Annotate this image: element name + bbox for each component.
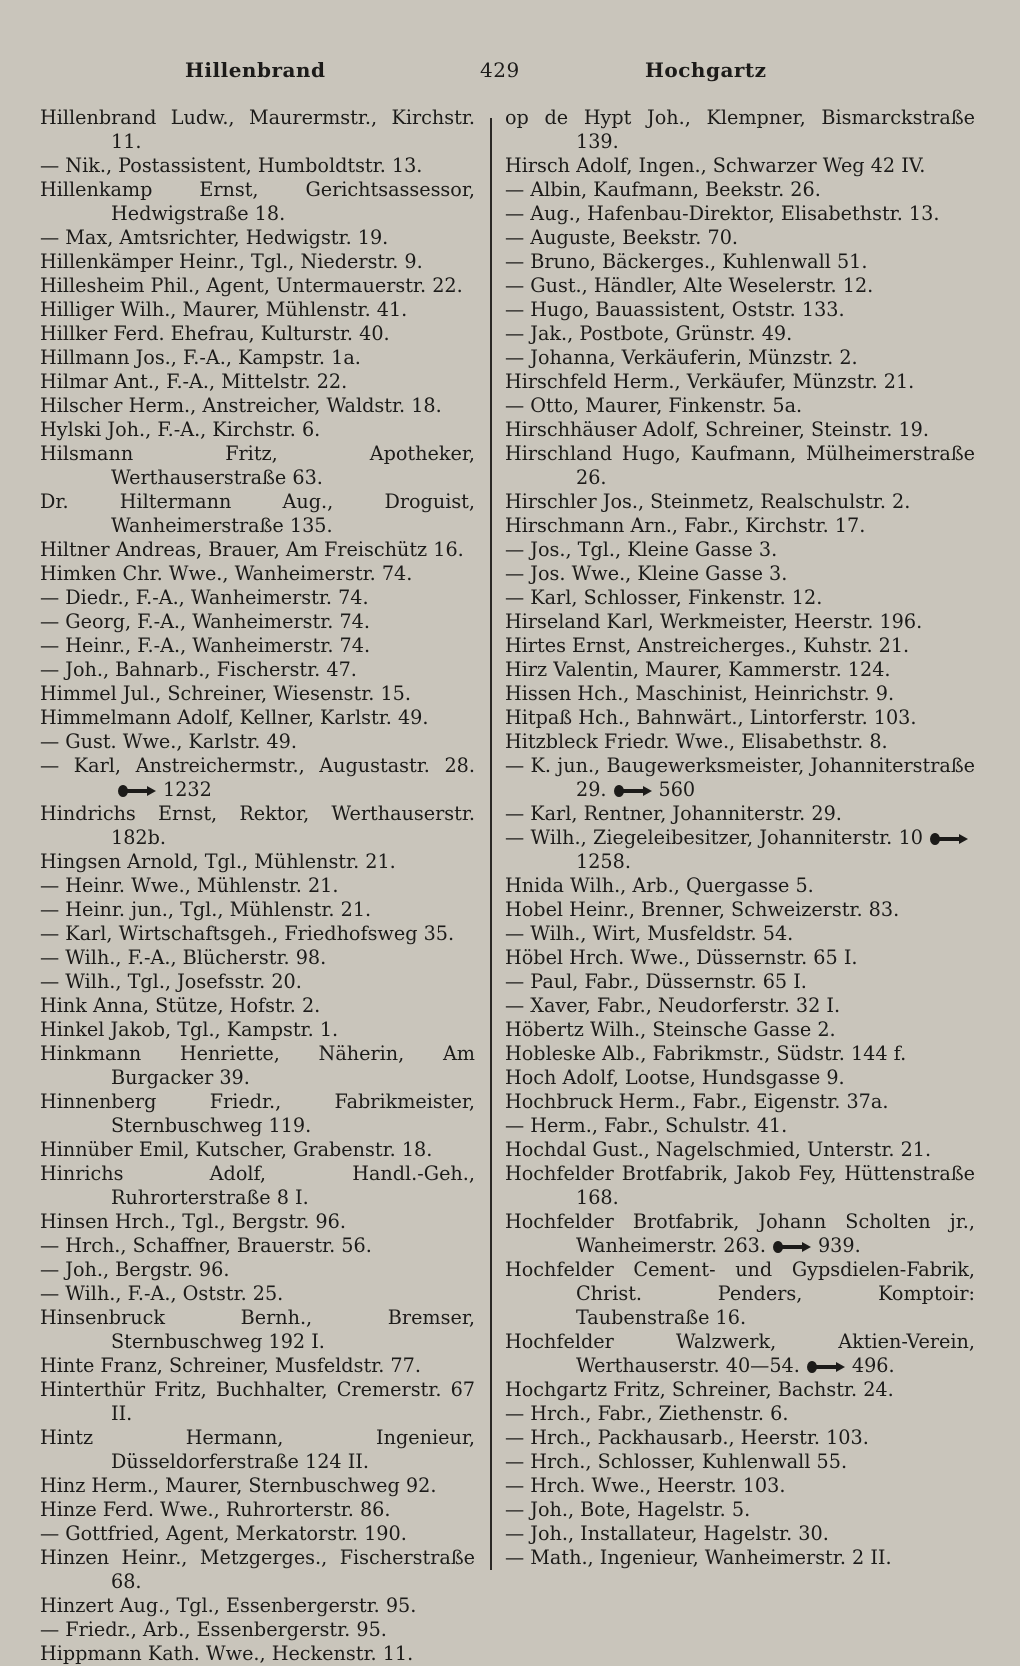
directory-entry xyxy=(40,706,475,730)
directory-entry xyxy=(505,1378,975,1402)
entry-text: Hillmann Jos., F.-A., Kampstr. 1a. xyxy=(40,346,361,369)
directory-entry xyxy=(40,1594,475,1618)
directory-entry xyxy=(40,1306,475,1354)
entry-text: Hirschler Jos., Steinmetz, Realschulstr. 2. xyxy=(505,490,911,513)
directory-entry xyxy=(505,370,975,394)
telephone-icon xyxy=(613,784,653,798)
entry-text: Hink Anna, Stütze, Hofstr. 2. xyxy=(40,994,321,1017)
directory-entry xyxy=(505,106,975,154)
entry-text: — Heinr. Wwe., Mühlenstr. 21. xyxy=(40,874,339,897)
directory-entry xyxy=(505,1330,975,1378)
entry-text: — Joh., Bahnarb., Fischerstr. 47. xyxy=(40,658,357,681)
directory-entry xyxy=(40,1018,475,1042)
directory-entry xyxy=(40,1042,475,1090)
entry-text: — Karl, Wirtschaftsgeh., Friedhofsweg 35. xyxy=(40,922,455,945)
phone-number: 560 xyxy=(658,778,696,801)
entry-text: Hirschmann Arn., Fabr., Kirchstr. 17. xyxy=(505,514,866,537)
entry-text: — Karl, Anstreichermstr., Augustastr. 28. xyxy=(40,754,475,777)
entry-text: Hirseland Karl, Werkmeister, Heerstr. 196. xyxy=(505,610,923,633)
entry-text: — Wilh., Wirt, Musfeldstr. 54. xyxy=(505,922,794,945)
entry-text: Hinzert Aug., Tgl., Essenbergerstr. 95. xyxy=(40,1594,417,1617)
directory-entry xyxy=(40,538,475,562)
directory-entry xyxy=(40,1258,475,1282)
entry-text: — Nik., Postassistent, Humboldtstr. 13. xyxy=(40,154,423,177)
phone-number: 496. xyxy=(851,1354,895,1377)
directory-entry xyxy=(505,1162,975,1210)
entry-text: Hingsen Arnold, Tgl., Mühlenstr. 21. xyxy=(40,850,396,873)
entry-text: — Albin, Kaufmann, Beekstr. 26. xyxy=(505,178,821,201)
left-column xyxy=(40,106,475,1666)
entry-text: Hinsen Hrch., Tgl., Bergstr. 96. xyxy=(40,1210,346,1233)
entry-text: Himmelmann Adolf, Kellner, Karlstr. 49. xyxy=(40,706,429,729)
directory-entry xyxy=(40,586,475,610)
directory-entry xyxy=(505,274,975,298)
entry-text: Hirschfeld Herm., Verkäufer, Münzstr. 21. xyxy=(505,370,915,393)
directory-entry xyxy=(505,322,975,346)
directory-entry xyxy=(505,610,975,634)
directory-entry xyxy=(505,1066,975,1090)
directory-entry xyxy=(40,274,475,298)
directory-entry xyxy=(505,1522,975,1546)
directory-entry xyxy=(40,898,475,922)
directory-entry xyxy=(505,418,975,442)
directory-entry xyxy=(505,754,975,802)
entry-text: Hochgartz Fritz, Schreiner, Bachstr. 24. xyxy=(505,1378,894,1401)
page-number: 429 xyxy=(480,58,520,82)
entry-text: Hitpaß Hch., Bahnwärt., Lintorferstr. 103. xyxy=(505,706,917,729)
entry-text: — Heinr., F.-A., Wanheimerstr. 74. xyxy=(40,634,371,657)
directory-entry xyxy=(40,1474,475,1498)
entry-text: Höbertz Wilh., Steinsche Gasse 2. xyxy=(505,1018,836,1041)
entry-text: Hochfelder Brotfabrik, Johann Scholten jr., Wanheimerstr. 263. xyxy=(505,1210,975,1257)
directory-entry xyxy=(40,322,475,346)
entry-text: Hinnüber Emil, Kutscher, Grabenstr. 18. xyxy=(40,1138,433,1161)
entry-text: — Hrch., Packhausarb., Heerstr. 103. xyxy=(505,1426,869,1449)
directory-entry xyxy=(505,994,975,1018)
entry-text: Höbel Hrch. Wwe., Düssernstr. 65 I. xyxy=(505,946,858,969)
directory-entry xyxy=(505,658,975,682)
column-divider xyxy=(490,118,492,1570)
directory-entry xyxy=(40,682,475,706)
header-last-name: Hochgartz xyxy=(645,58,767,82)
phone-number: 939. xyxy=(817,1234,861,1257)
entry-text: Hinkel Jakob, Tgl., Kampstr. 1. xyxy=(40,1018,339,1041)
entry-text: Hoch Adolf, Lootse, Hundsgasse 9. xyxy=(505,1066,845,1089)
entry-text: — Hrch., Schlosser, Kuhlenwall 55. xyxy=(505,1450,848,1473)
directory-entry xyxy=(40,1282,475,1306)
header-first-name: Hillenbrand xyxy=(185,58,326,82)
directory-entry xyxy=(40,610,475,634)
entry-text: — Hrch. Wwe., Heerstr. 103. xyxy=(505,1474,786,1497)
entry-text: — Georg, F.-A., Wanheimerstr. 74. xyxy=(40,610,370,633)
entry-text: — Johanna, Verkäuferin, Münzstr. 2. xyxy=(505,346,858,369)
directory-entry xyxy=(40,1138,475,1162)
entry-text: Hippmann Kath. Wwe., Heckenstr. 11. xyxy=(40,1642,414,1665)
directory-entry xyxy=(505,538,975,562)
directory-entry xyxy=(40,634,475,658)
directory-entry xyxy=(40,226,475,250)
entry-text: — K. jun., Baugewerksmeister, Johanniterstraße 29. xyxy=(505,754,975,801)
directory-entry xyxy=(505,202,975,226)
directory-entry xyxy=(40,370,475,394)
entry-text: — Gust. Wwe., Karlstr. 49. xyxy=(40,730,297,753)
entry-text: Hinrichs Adolf, Handl.-Geh., Ruhrorterstraße 8 I. xyxy=(40,1162,475,1209)
directory-entry xyxy=(505,250,975,274)
entry-text: — Gottfried, Agent, Merkatorstr. 190. xyxy=(40,1522,407,1545)
entry-text: op de Hypt Joh., Klempner, Bismarckstraße 139. xyxy=(505,106,975,153)
entry-text: Hinze Ferd. Wwe., Ruhrorterstr. 86. xyxy=(40,1498,391,1521)
entry-text: — Heinr. jun., Tgl., Mühlenstr. 21. xyxy=(40,898,372,921)
entry-text: — Jos., Tgl., Kleine Gasse 3. xyxy=(505,538,778,561)
directory-entry xyxy=(40,1618,475,1642)
directory-entry xyxy=(40,442,475,490)
entry-text: Himken Chr. Wwe., Wanheimerstr. 74. xyxy=(40,562,413,585)
directory-entry xyxy=(505,1450,975,1474)
directory-entry xyxy=(40,1162,475,1210)
directory-entry xyxy=(505,394,975,418)
directory-entry xyxy=(505,1546,975,1570)
directory-entry xyxy=(40,1498,475,1522)
entry-text: — Hrch., Fabr., Ziethenstr. 6. xyxy=(505,1402,789,1425)
directory-entry xyxy=(505,1138,975,1162)
directory-entry xyxy=(505,802,975,826)
entry-text: — Jos. Wwe., Kleine Gasse 3. xyxy=(505,562,788,585)
entry-text: Hylski Joh., F.-A., Kirchstr. 6. xyxy=(40,418,321,441)
directory-entry xyxy=(505,1474,975,1498)
entry-text: Hinz Herm., Maurer, Sternbuschweg 92. xyxy=(40,1474,437,1497)
entry-text: — Joh., Bergstr. 96. xyxy=(40,1258,230,1281)
entry-text: — Otto, Maurer, Finkenstr. 5a. xyxy=(505,394,803,417)
directory-entry xyxy=(40,298,475,322)
directory-entry xyxy=(40,1354,475,1378)
entry-text: Hochfelder Cement- und Gypsdielen-Fabrik, Christ. Penders, Komptoir: Taubenstraße 16. xyxy=(505,1258,975,1329)
directory-entry xyxy=(40,1426,475,1474)
entry-text: — Karl, Rentner, Johanniterstr. 29. xyxy=(505,802,842,825)
directory-entry xyxy=(505,154,975,178)
directory-entry xyxy=(505,586,975,610)
entry-text: — Wilh., Ziegeleibesitzer, Johanniterstr. 10 xyxy=(505,826,923,849)
directory-entry xyxy=(40,658,475,682)
entry-text: Hirsch Adolf, Ingen., Schwarzer Weg 42 IV. xyxy=(505,154,926,177)
entry-text: — Xaver, Fabr., Neudorferstr. 32 I. xyxy=(505,994,841,1017)
directory-entry xyxy=(505,898,975,922)
entry-text: — Paul, Fabr., Düssernstr. 65 I. xyxy=(505,970,807,993)
directory-entry xyxy=(505,1426,975,1450)
directory-entry xyxy=(40,154,475,178)
entry-text: — Wilh., Tgl., Josefsstr. 20. xyxy=(40,970,302,993)
entry-text: — Max, Amtsrichter, Hedwigstr. 19. xyxy=(40,226,389,249)
directory-entry xyxy=(40,1378,475,1426)
directory-entry xyxy=(505,970,975,994)
entry-text: — Diedr., F.-A., Wanheimerstr. 74. xyxy=(40,586,369,609)
entry-text: — Jak., Postbote, Grünstr. 49. xyxy=(505,322,793,345)
entry-text: — Joh., Bote, Hagelstr. 5. xyxy=(505,1498,751,1521)
entry-text: Himmel Jul., Schreiner, Wiesenstr. 15. xyxy=(40,682,411,705)
directory-entry xyxy=(40,1642,475,1666)
directory-entry xyxy=(505,1258,975,1330)
entry-text: Hobleske Alb., Fabrikmstr., Südstr. 144 f. xyxy=(505,1042,907,1065)
directory-entry xyxy=(505,226,975,250)
entry-text: — Hugo, Bauassistent, Oststr. 133. xyxy=(505,298,845,321)
directory-entry xyxy=(505,874,975,898)
entry-text: — Karl, Schlosser, Finkenstr. 12. xyxy=(505,586,823,609)
entry-text: — Aug., Hafenbau-Direktor, Elisabethstr. 13. xyxy=(505,202,940,225)
directory-entry xyxy=(505,178,975,202)
directory-entry xyxy=(40,874,475,898)
entry-text: Hochbruck Herm., Fabr., Eigenstr. 37a. xyxy=(505,1090,889,1113)
directory-entry xyxy=(40,394,475,418)
entry-text: Hinsenbruck Bernh., Bremser, Sternbuschweg 192 I. xyxy=(40,1306,475,1353)
entry-text: Hilliger Wilh., Maurer, Mühlenstr. 41. xyxy=(40,298,408,321)
telephone-icon xyxy=(117,784,157,798)
directory-entry xyxy=(505,1210,975,1258)
entry-text: — Bruno, Bäckerges., Kuhlenwall 51. xyxy=(505,250,868,273)
directory-entry xyxy=(40,730,475,754)
entry-text: Hirschhäuser Adolf, Schreiner, Steinstr. 19. xyxy=(505,418,929,441)
directory-entry xyxy=(505,490,975,514)
entry-text: Hitzbleck Friedr. Wwe., Elisabethstr. 8. xyxy=(505,730,888,753)
entry-text: Hintz Hermann, Ingenieur, Düsseldorferstraße 124 II. xyxy=(40,1426,475,1473)
directory-entry xyxy=(505,1018,975,1042)
directory-entry xyxy=(505,1402,975,1426)
directory-entry xyxy=(40,250,475,274)
entry-text: — Herm., Fabr., Schulstr. 41. xyxy=(505,1114,788,1137)
directory-entry xyxy=(505,442,975,490)
entry-text: Dr. Hiltermann Aug., Droguist, Wanheimerstraße 135. xyxy=(40,490,475,537)
entry-text: Hillenbrand Ludw., Maurermstr., Kirchstr. 11. xyxy=(40,106,475,153)
right-column xyxy=(505,106,975,1570)
directory-entry xyxy=(40,1210,475,1234)
directory-entry xyxy=(40,922,475,946)
directory-entry xyxy=(505,562,975,586)
directory-entry xyxy=(505,730,975,754)
entry-text: — Auguste, Beekstr. 70. xyxy=(505,226,739,249)
directory-entry xyxy=(40,754,475,802)
entry-text: Hilsmann Fritz, Apotheker, Werthauserstraße 63. xyxy=(40,442,475,489)
entry-text: Hochdal Gust., Nagelschmied, Unterstr. 21. xyxy=(505,1138,932,1161)
telephone-icon xyxy=(806,1360,846,1374)
directory-entry xyxy=(40,106,475,154)
telephone-icon xyxy=(772,1240,812,1254)
entry-text: Hissen Hch., Maschinist, Heinrichstr. 9. xyxy=(505,682,895,705)
directory-entry xyxy=(505,922,975,946)
directory-entry xyxy=(40,346,475,370)
directory-entry xyxy=(505,1090,975,1114)
directory-entry xyxy=(40,178,475,226)
directory-entry xyxy=(505,682,975,706)
entry-text: Hirz Valentin, Maurer, Kammerstr. 124. xyxy=(505,658,891,681)
directory-entry xyxy=(505,298,975,322)
page-header xyxy=(40,58,980,92)
directory-entry xyxy=(40,946,475,970)
directory-entry xyxy=(40,418,475,442)
entry-text: Hinterthür Fritz, Buchhalter, Cremerstr. 67 II. xyxy=(40,1378,475,1425)
directory-entry xyxy=(505,1498,975,1522)
entry-text: Hochfelder Walzwerk, Aktien-Verein, Werthauserstr. 40—54. xyxy=(505,1330,975,1377)
phone-number: 1232 xyxy=(163,778,212,801)
entry-text: Hindrichs Ernst, Rektor, Werthauserstr. 182b. xyxy=(40,802,475,849)
directory-entry xyxy=(40,970,475,994)
entry-text: Hillenkamp Ernst, Gerichtsassessor, Hedwigstraße 18. xyxy=(40,178,475,225)
directory-entry xyxy=(505,1114,975,1138)
entry-text: Hinkmann Henriette, Näherin, Am Burgacker 39. xyxy=(40,1042,475,1089)
directory-entry xyxy=(40,802,475,850)
directory-entry xyxy=(505,706,975,730)
directory-entry xyxy=(505,826,975,874)
entry-text: Hinte Franz, Schreiner, Musfeldstr. 77. xyxy=(40,1354,421,1377)
entry-text: — Gust., Händler, Alte Weselerstr. 12. xyxy=(505,274,874,297)
entry-text: Hochfelder Brotfabrik, Jakob Fey, Hüttenstraße 168. xyxy=(505,1162,975,1209)
phone-number: 1258. xyxy=(576,850,631,873)
entry-text: Hilscher Herm., Anstreicher, Waldstr. 18. xyxy=(40,394,442,417)
directory-entry xyxy=(40,850,475,874)
entry-text: — Hrch., Schaffner, Brauerstr. 56. xyxy=(40,1234,372,1257)
entry-text: Hillenkämper Heinr., Tgl., Niederstr. 9. xyxy=(40,250,423,273)
directory-entry xyxy=(40,994,475,1018)
entry-text: Hilmar Ant., F.-A., Mittelstr. 22. xyxy=(40,370,348,393)
entry-text: Hiltner Andreas, Brauer, Am Freischütz 16. xyxy=(40,538,464,561)
directory-entry xyxy=(40,490,475,538)
directory-entry xyxy=(40,1546,475,1594)
entry-text: Hirschland Hugo, Kaufmann, Mülheimerstraße 26. xyxy=(505,442,975,489)
entry-text: — Friedr., Arb., Essenbergerstr. 95. xyxy=(40,1618,387,1641)
directory-entry xyxy=(40,1090,475,1138)
telephone-icon xyxy=(929,832,969,846)
directory-entry xyxy=(505,946,975,970)
entry-text: — Wilh., F.-A., Oststr. 25. xyxy=(40,1282,284,1305)
entry-text: Hinzen Heinr., Metzgerges., Fischerstraße 68. xyxy=(40,1546,475,1593)
directory-entry xyxy=(40,1234,475,1258)
entry-text: — Math., Ingenieur, Wanheimerstr. 2 II. xyxy=(505,1546,892,1569)
directory-entry xyxy=(505,346,975,370)
directory-entry xyxy=(505,634,975,658)
entry-text: Hillker Ferd. Ehefrau, Kulturstr. 40. xyxy=(40,322,390,345)
directory-entry xyxy=(40,562,475,586)
entry-text: — Wilh., F.-A., Blücherstr. 98. xyxy=(40,946,327,969)
directory-entry xyxy=(40,1522,475,1546)
entry-text: Hinnenberg Friedr., Fabrikmeister, Sternbuschweg 119. xyxy=(40,1090,475,1137)
entry-text: Hillesheim Phil., Agent, Untermauerstr. 22. xyxy=(40,274,463,297)
entry-text: Hobel Heinr., Brenner, Schweizerstr. 83. xyxy=(505,898,900,921)
entry-text: Hirtes Ernst, Anstreicherges., Kuhstr. 21. xyxy=(505,634,910,657)
directory-entry xyxy=(505,514,975,538)
entry-text: Hnida Wilh., Arb., Quergasse 5. xyxy=(505,874,814,897)
entry-text: — Joh., Installateur, Hagelstr. 30. xyxy=(505,1522,829,1545)
directory-entry xyxy=(505,1042,975,1066)
